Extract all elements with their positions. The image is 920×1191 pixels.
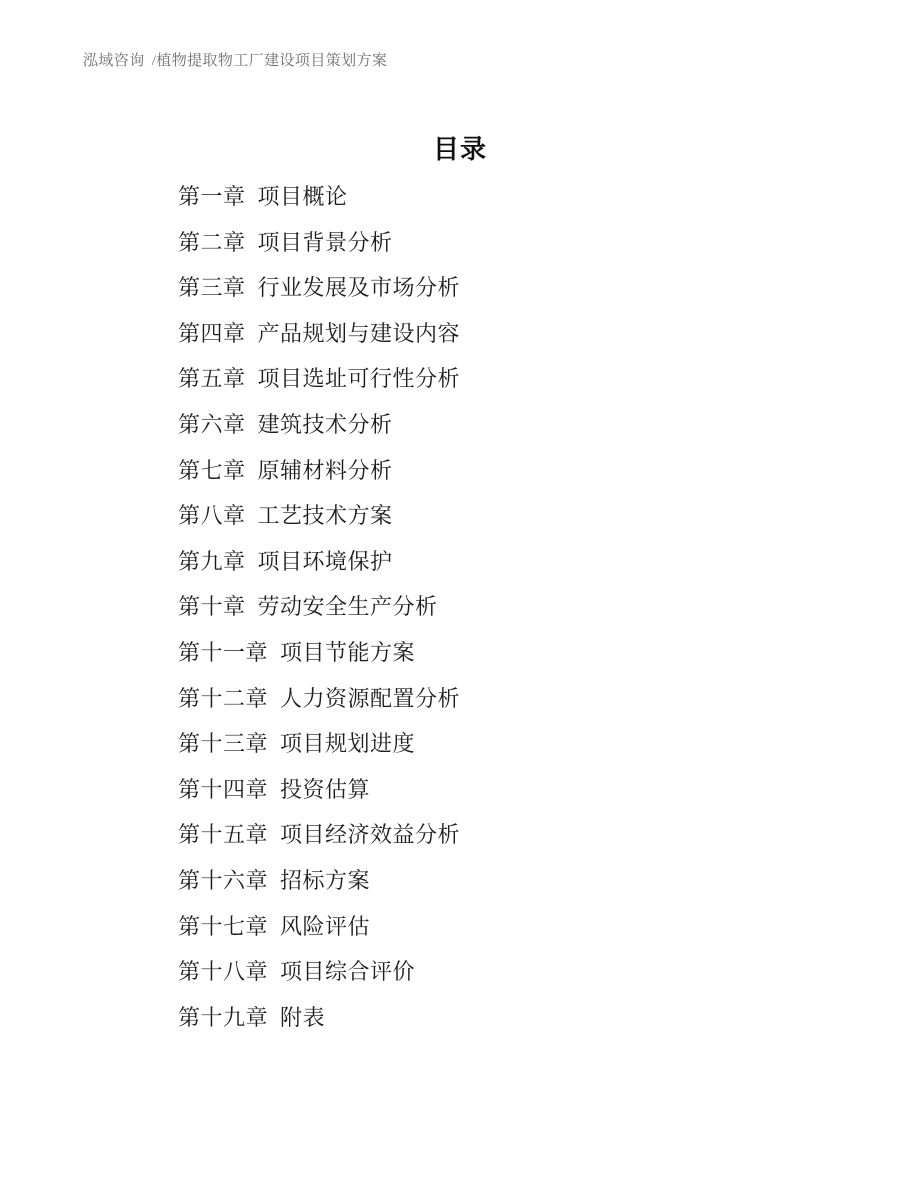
toc-chapter-number: 第七章 — [178, 457, 246, 483]
toc-chapter-title: 招标方案 — [280, 867, 371, 893]
toc-chapter-number: 第五章 — [178, 366, 246, 392]
toc-chapter-number: 第十一章 — [178, 639, 269, 665]
toc-chapter-title: 风险评估 — [280, 913, 371, 939]
toc-entry — [178, 913, 460, 939]
toc-chapter-title: 项目规划进度 — [280, 731, 416, 757]
toc-chapter-title: 建筑技术分析 — [257, 411, 393, 437]
toc-chapter-number: 第八章 — [178, 503, 246, 529]
toc-chapter-title: 项目经济效益分析 — [280, 822, 461, 848]
toc-entry — [178, 596, 460, 618]
toc-chapter-number: 第十二章 — [178, 685, 269, 711]
toc-chapter-title: 项目环境保护 — [257, 548, 393, 574]
toc-chapter-number: 第十九章 — [178, 1004, 269, 1030]
toc-chapter-title: 原辅材料分析 — [257, 457, 393, 483]
toc-entry — [178, 961, 460, 983]
toc-entry — [178, 457, 460, 483]
toc-chapter-title: 附表 — [280, 1004, 326, 1030]
toc-entry — [178, 320, 461, 346]
toc-chapter-number: 第二章 — [178, 229, 246, 255]
toc-entry — [178, 867, 460, 893]
toc-entry — [178, 505, 460, 527]
toc-chapter-title: 产品规划与建设内容 — [257, 320, 461, 346]
toc-chapter-number: 第十章 — [178, 594, 246, 620]
toc-chapter-number: 第十七章 — [178, 913, 269, 939]
toc-entry — [178, 685, 461, 711]
toc-entry — [178, 639, 460, 665]
toc-entry — [178, 411, 460, 437]
toc-entry — [178, 229, 460, 255]
toc-chapter-title: 劳动安全生产分析 — [257, 594, 438, 620]
toc-chapter-title: 项目概论 — [257, 184, 348, 209]
toc-chapter-title: 工艺技术方案 — [257, 503, 393, 529]
toc-chapter-title: 项目背景分析 — [257, 229, 393, 255]
toc-chapter-title: 项目选址可行性分析 — [257, 366, 461, 392]
toc-chapter-number: 第一章 — [178, 184, 246, 209]
toc-entry — [178, 368, 460, 390]
toc-chapter-title: 行业发展及市场分析 — [257, 275, 461, 301]
toc-entry — [178, 548, 460, 574]
toc-entry — [178, 776, 460, 802]
toc-title: 目录 — [432, 135, 487, 164]
toc-entry — [178, 277, 460, 299]
toc-chapter-number: 第六章 — [178, 411, 246, 437]
toc-entry — [178, 824, 460, 846]
toc-chapter-title: 项目节能方案 — [280, 639, 416, 665]
toc-chapter-number: 第十六章 — [178, 867, 269, 893]
toc-chapter-number: 第十八章 — [178, 959, 269, 985]
toc-chapter-number: 第十三章 — [178, 731, 269, 757]
toc-chapter-title: 项目综合评价 — [280, 959, 416, 985]
toc-entry — [178, 733, 460, 755]
toc-chapter-number: 第九章 — [178, 548, 246, 574]
toc-chapter-number: 第三章 — [178, 275, 246, 301]
toc-chapter-number: 第十四章 — [178, 776, 269, 802]
toc-chapter-title: 人力资源配置分析 — [280, 685, 461, 711]
document-header: 泓域咨询 /植物提取物工厂建设项目策划方案 — [83, 53, 388, 69]
toc-entry — [178, 186, 460, 208]
toc-chapter-title: 投资估算 — [280, 776, 371, 802]
toc-chapter-number: 第十五章 — [178, 822, 269, 848]
toc-chapter-number: 第四章 — [178, 320, 246, 346]
toc-list — [178, 186, 460, 1029]
toc-entry — [178, 1004, 460, 1030]
